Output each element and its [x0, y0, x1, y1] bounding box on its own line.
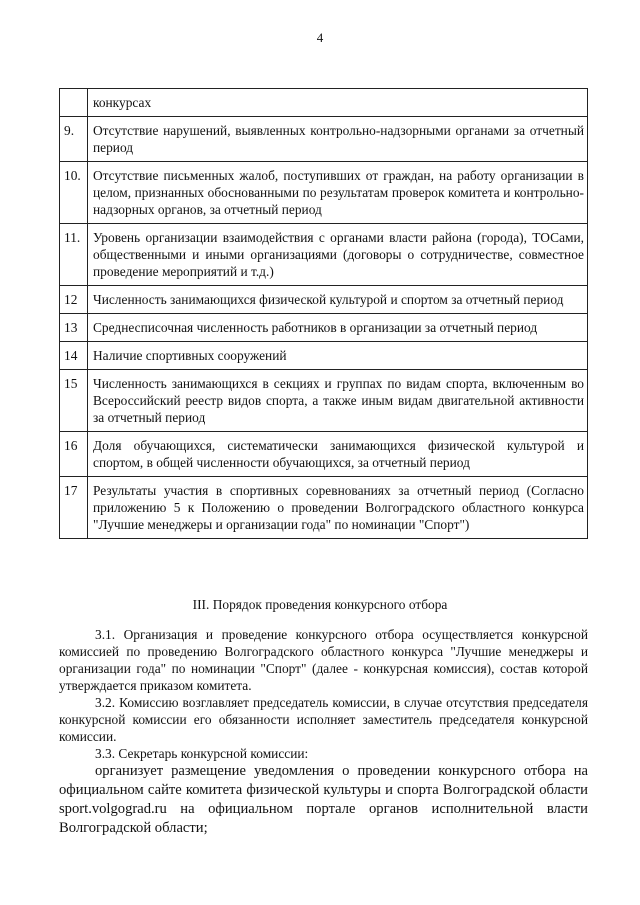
table-row: [60, 342, 588, 370]
row-number: 14: [60, 342, 88, 370]
row-text: Наличие спортивных сооружений: [88, 342, 588, 370]
section-heading: III. Порядок проведения конкурсного отбора: [192, 597, 448, 612]
row-text: Уровень организации взаимодействия с органами власти района (города), ТОСами, общественными и иными организациями (договоры о сотрудничестве, совместное проведение мероприятий и т.д.): [88, 224, 588, 286]
table-row: [60, 117, 588, 162]
row-number: 9.: [60, 117, 88, 162]
row-number: [60, 89, 88, 117]
body-text: [59, 626, 588, 838]
table-row: [60, 370, 588, 432]
row-text: Численность занимающихся в секциях и группах по видам спорта, включенным во Всероссийский реестр видов спорта, а также иным видам двигательной активности за отчетный период: [88, 370, 588, 432]
table-row: [60, 477, 588, 539]
table-row: [60, 314, 588, 342]
table-row: [60, 224, 588, 286]
row-number: 13: [60, 314, 88, 342]
row-text: конкурсах: [88, 89, 588, 117]
table-row: [60, 286, 588, 314]
table-row: [60, 89, 588, 117]
table-row: [60, 432, 588, 477]
row-number: 12: [60, 286, 88, 314]
paragraph-3-3: 3.3. Секретарь конкурсной комиссии:: [95, 746, 309, 761]
row-number: 15: [60, 370, 88, 432]
row-text: Среднесписочная численность работников в организации за отчетный период: [88, 314, 588, 342]
paragraph-secretary-duty: организует размещение уведомления о проведении конкурсного отбора на официальном сайте комитета физической культуры и спорта Волгоградской области sport.volgograd.ru на официальном портале органов исполнительной власти Волгоградской области;: [59, 763, 588, 836]
paragraph-3-2: 3.2. Комиссию возглавляет председатель комиссии, в случае отсутствия председателя конкурсной комиссии его обязанности исполняет заместитель председателя конкурсной комиссии.: [59, 695, 588, 744]
table-row: [60, 162, 588, 224]
paragraph-3-1: 3.1. Организация и проведение конкурсного отбора осуществляется конкурсной комиссией по проведению Волгоградского областного конкурса "Лучшие менеджеры и организации года" по номинации "Спорт" (далее - конкурсная комиссия), состав которой утверждается приказом комитета.: [59, 627, 588, 693]
row-number: 11.: [60, 224, 88, 286]
criteria-table: [59, 88, 588, 539]
row-number: 10.: [60, 162, 88, 224]
row-text: Результаты участия в спортивных соревнованиях за отчетный период (Согласно приложению 5 к Положению о проведении Волгоградского областного конкурса "Лучшие менеджеры и организации года" по номинации "Спорт"): [88, 477, 588, 539]
row-text: Численность занимающихся физической культурой и спортом за отчетный период: [88, 286, 588, 314]
row-text: Отсутствие нарушений, выявленных контрольно-надзорными органами за отчетный период: [88, 117, 588, 162]
page-number: 4: [316, 30, 324, 45]
row-text: Отсутствие письменных жалоб, поступивших от граждан, на работу организации в целом, признанных обоснованными по результатам проверок комитета и контрольно-надзорных органов, за отчетный период: [88, 162, 588, 224]
row-number: 16: [60, 432, 88, 477]
row-number: 17: [60, 477, 88, 539]
row-text: Доля обучающихся, систематически занимающихся физической культурой и спортом, в общей численности обучающихся, за отчетный период: [88, 432, 588, 477]
